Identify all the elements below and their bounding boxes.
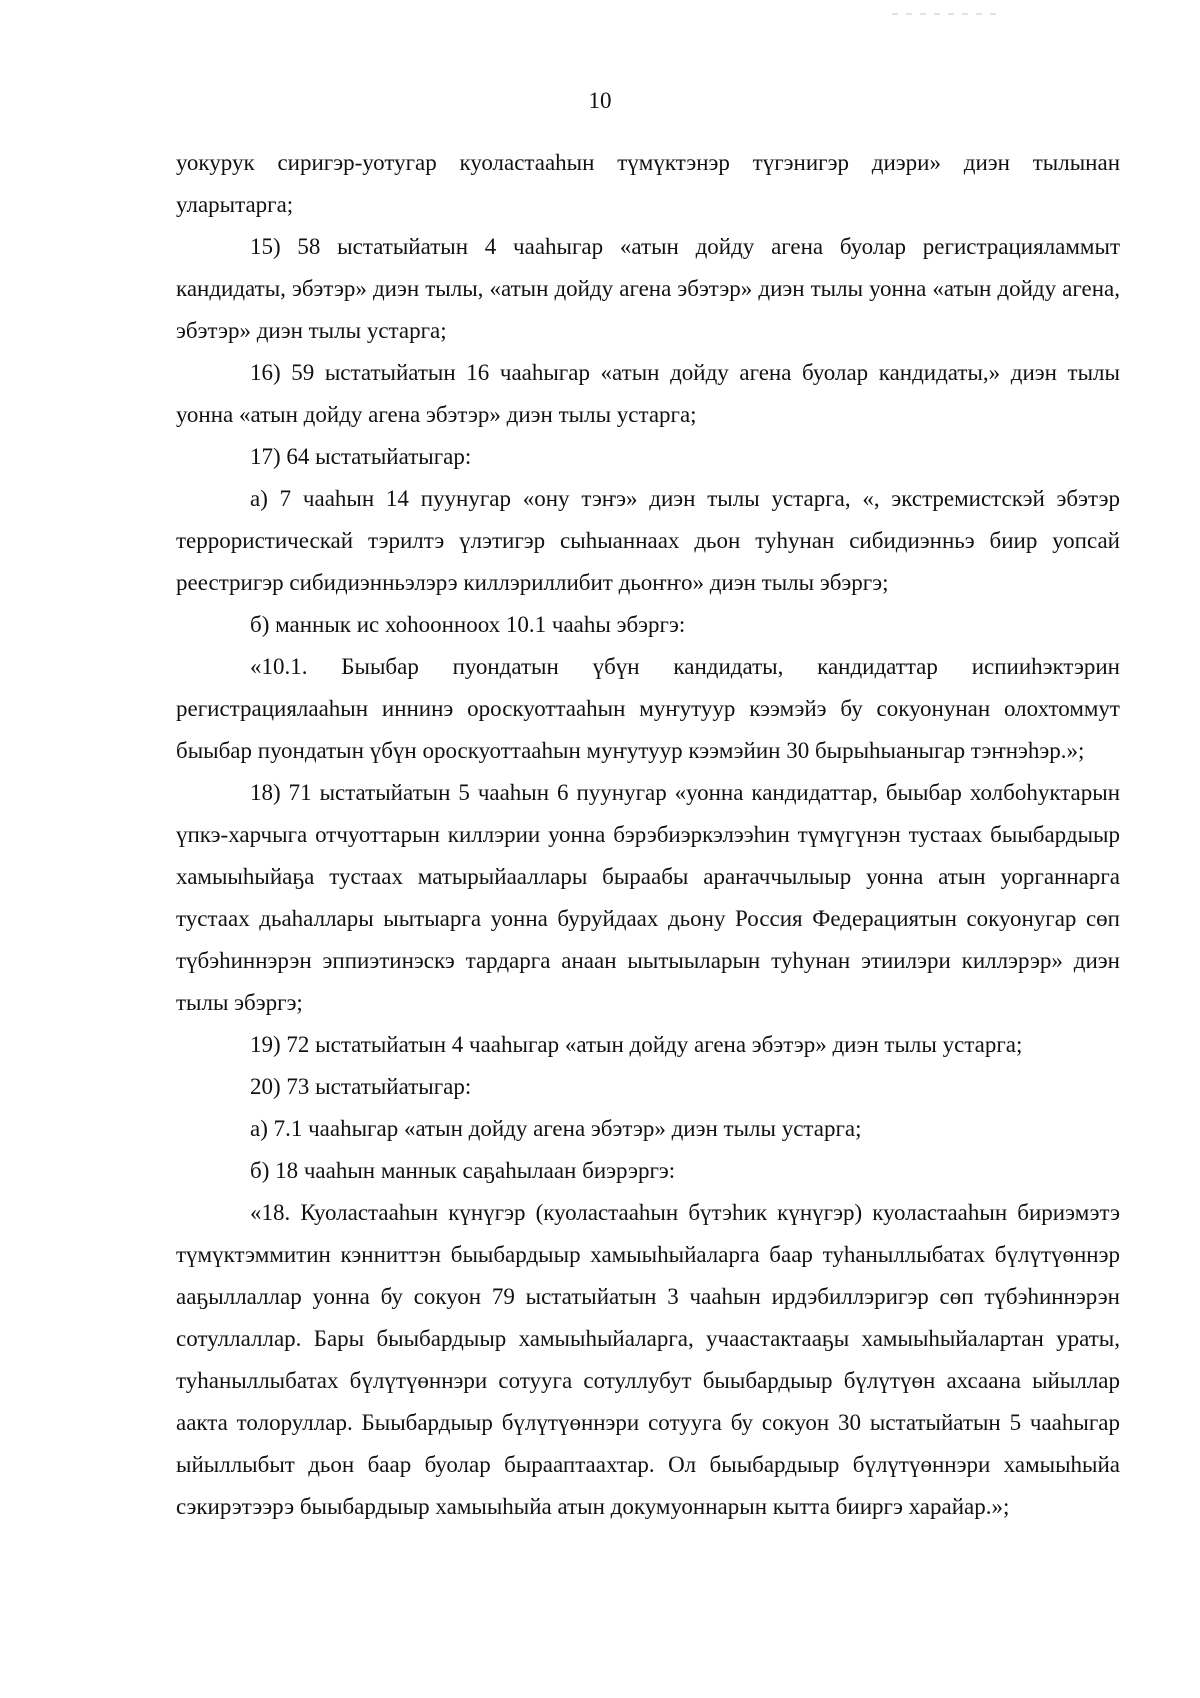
paragraph-item-16: 16) 59 ыстатыйатын 16 чааһыгар «атын дойду агена буолар кандидаты,» диэн тылы уонна «атын дойду агена эбэтэр» диэн тылы устарга; [176, 360, 1120, 427]
paragraph-item-17b: б) маннык ис хоһооннoох 10.1 чааһы эбэргэ: [250, 612, 686, 637]
paragraph-quote-18: «18. Куоластааһын күнүгэр (куоластааһын бүтэһик күнүгэр) куоластааһын бириэмэтэ түмүктэммитин кэнниттэн быыбардыыр хамыыһыйаларга баар туһаныллыбатах бүлүтүөннэр ааҕыллаллар уонна бу сокуон 79 ыстатыйатын 3 чааһын ирдэбиллэригэр сөп түбэһиннэрэн сотуллаллар. Бары быыбардыыр хамыыһыйаларга, учаастактааҕы хамыыһыйалартан ураты, туһаныллыбатах бүлүтүөннэри сотууга сотуллубут быыбардыыр бүлүтүөн ахсаана ыйыллар аакта толоруллар. Быыбардыыр бүлүтүөннэри сотууга бу сокуон 30 ыстатыйатын 5 чааһыгар ыйыллыбыт дьон баар буолар бырааптаахтар. Ол быыбардыыр бүлүтүөннэри хамыыһыйа сэкирэтээрэ быыбардыыр хамыыһыйа атын докумуоннарын кытта бииргэ харайар.»; [176, 1200, 1120, 1519]
paragraph-item-20a: а) 7.1 чааһыгар «атын дойду агена эбэтэр» диэн тылы устарга; [250, 1116, 862, 1141]
document-body [176, 142, 1120, 1528]
paragraph-item-18: 18) 71 ыстатыйатын 5 чааһын 6 пуунугар «уонна кандидаттар, быыбар холбоһуктарын үпкэ-харчыга отчуоттарын киллэрии уонна бэрэбиэркэлээһин түмүгүнэн тустаах быыбардыыр хамыыһыйаҕа тустаах матырыйааллары быраабы араҥаччылыыр уонна атын уорганнарга тустаах дьаһаллары ыытыарга уонна буруйдаах дьону Россия Федерациятын сокуонугар сөп түбэһиннэрэн эппиэтинэскэ тардарга анаан ыытыыларын туһунан этиилэри киллэрэр» диэн тылы эбэргэ; [176, 780, 1120, 1015]
paragraph-item-15: 15) 58 ыстатыйатын 4 чааһыгар «атын дойду агена буолар регистрацияламмыт кандидаты, эбэтэр» диэн тылы, «атын дойду агена эбэтэр» диэн тылы уонна «атын дойду агена, эбэтэр» диэн тылы устарга; [176, 234, 1120, 343]
paragraph-item-19: 19) 72 ыстатыйатын 4 чааһыгар «атын дойду агена эбэтэр» диэн тылы устарга; [250, 1032, 1023, 1057]
paragraph-continuation: уокурук сиригэр-уотугар куоластааһын түмүктэнэр түгэнигэр диэри» диэн тылынан уларытарга; [176, 150, 1120, 217]
scan-artifact [892, 13, 1002, 15]
page-number: 10 [588, 88, 612, 113]
paragraph-quote-10-1: «10.1. Быыбар пуондатын үбүн кандидаты, кандидаттар испииһэктэрин регистрациялааһын иннинэ ороскуоттааһын муҥутуур кээмэйэ бу сокуонунан олохтоммут быыбар пуондатын үбүн ороскуоттааһын муҥутуур кээмэйин 30 бырыһыаныгар тэҥнэһэр.»; [176, 654, 1120, 763]
paragraph-item-17: 17) 64 ыстатыйатыгар: [250, 444, 472, 469]
paragraph-item-20: 20) 73 ыстатыйатыгар: [250, 1074, 472, 1099]
paragraph-item-17a: а) 7 чааһын 14 пуунугар «ону тэҥэ» диэн тылы устарга, «, экстремистскэй эбэтэр террористическай тэрилтэ үлэтигэр сыһыаннаах дьон туһунан сибидиэнньэ биир уопсай реестригэр сибидиэнньэлэрэ киллэриллибит дьоҥҥо» диэн тылы эбэргэ; [176, 486, 1120, 595]
paragraph-item-20b: б) 18 чааһын маннык саҕаһылаан биэрэргэ: [250, 1158, 676, 1183]
